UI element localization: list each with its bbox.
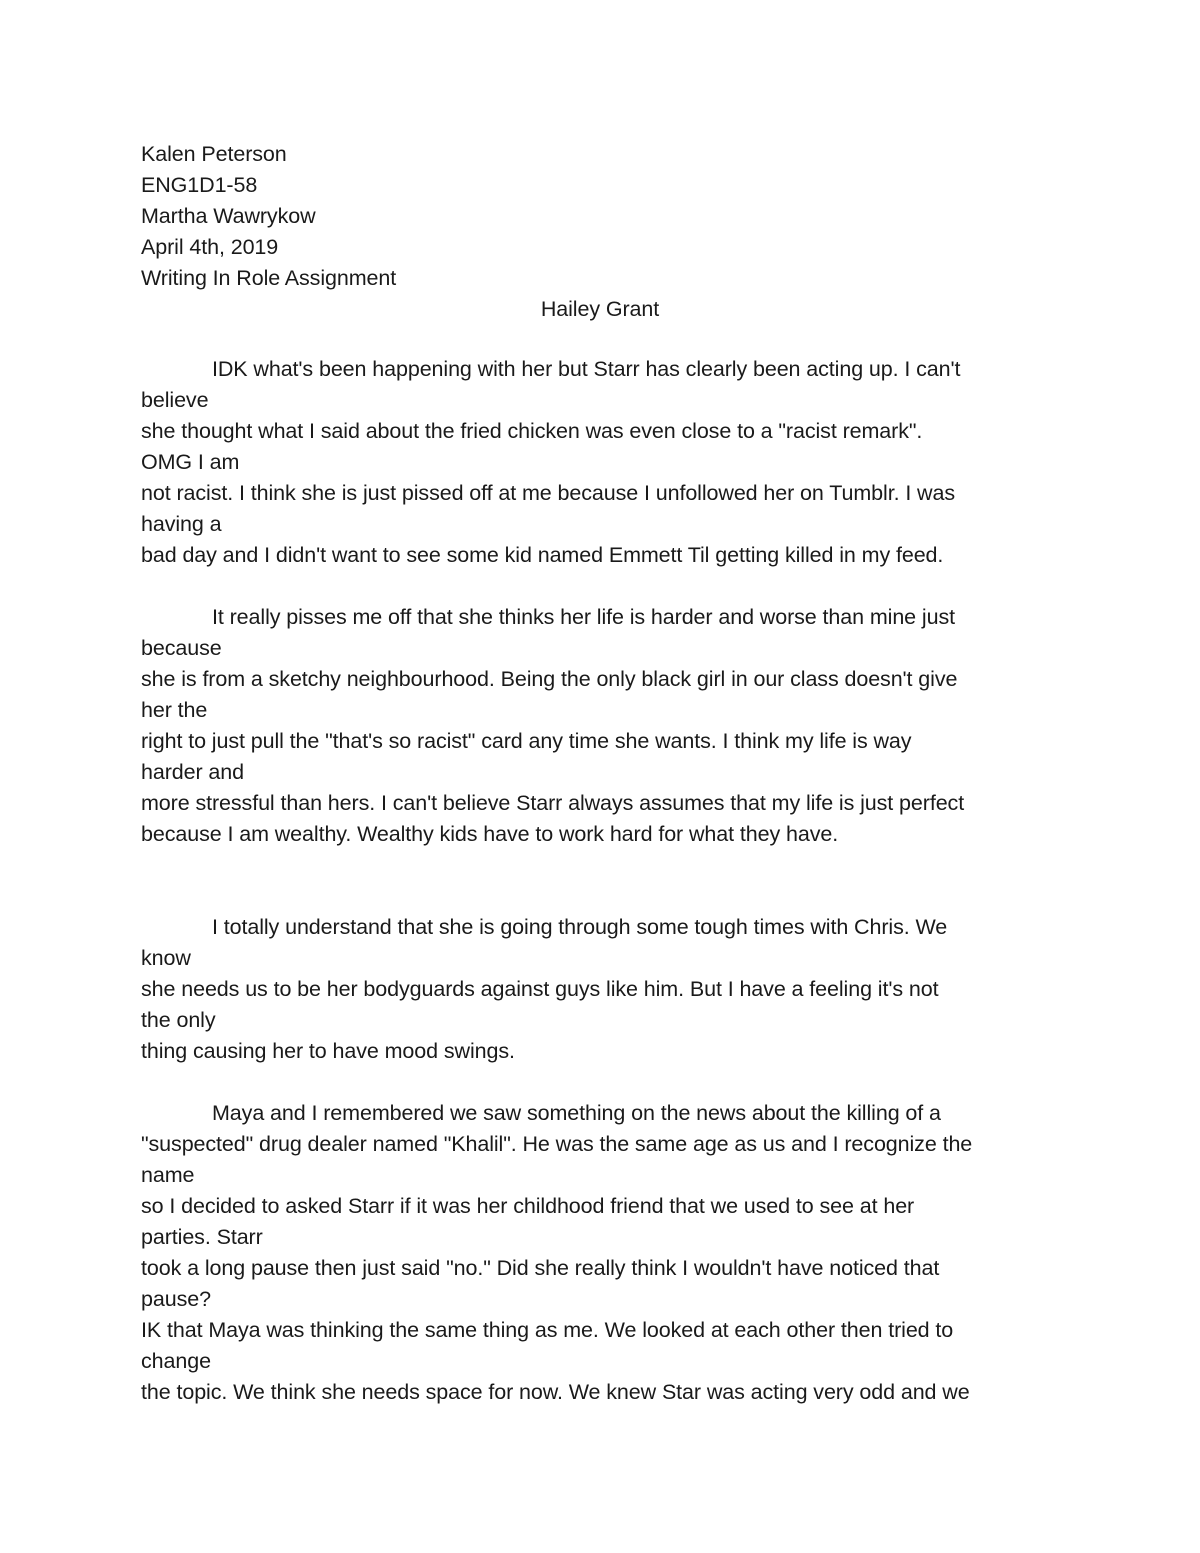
paragraph-line: name: [141, 1163, 195, 1187]
assignment-title: Writing In Role Assignment: [141, 266, 397, 290]
paragraph-line: I totally understand that she is going through some tough times with Chris. We: [212, 915, 948, 939]
paragraph-line: know: [141, 946, 191, 970]
paragraph-line: so I decided to asked Starr if it was her childhood friend that we used to see at her: [141, 1194, 915, 1218]
paragraph-line: her the: [141, 698, 208, 722]
spacer: [141, 1067, 1071, 1098]
paragraph-line: took a long pause then just said "no." Did she really think I wouldn't have noticed that: [141, 1256, 940, 1280]
course-code: ENG1D1-58: [141, 173, 258, 197]
author-name: Kalen Peterson: [141, 142, 287, 166]
paragraph-4: [141, 1098, 1071, 1408]
paragraph-1: [141, 354, 1071, 571]
paragraph-line: more stressful than hers. I can't believe Starr always assumes that my life is just perfect: [141, 791, 965, 815]
paragraph-line: because: [141, 636, 222, 660]
paragraph-line: Maya and I remembered we saw something on the news about the killing of a: [212, 1101, 941, 1125]
paragraph-line: she thought what I said about the fried chicken was even close to a "racist remark".: [141, 419, 923, 443]
paragraph-line: she needs us to be her bodyguards against guys like him. But I have a feeling it's not: [141, 977, 939, 1001]
paragraph-line: having a: [141, 512, 222, 536]
spacer: [141, 571, 1071, 602]
paragraph-line: change: [141, 1349, 211, 1373]
paragraph-line: because I am wealthy. Wealthy kids have to work hard for what they have.: [141, 822, 839, 846]
paragraph-line: bad day and I didn't want to see some kid named Emmett Til getting killed in my feed.: [141, 543, 944, 567]
paragraph-line: It really pisses me off that she thinks her life is harder and worse than mine just: [212, 605, 955, 629]
document-body: [141, 139, 1071, 1408]
paragraph-line: IDK what's been happening with her but Starr has clearly been acting up. I can't: [212, 357, 961, 381]
paragraph-line: pause?: [141, 1287, 211, 1311]
document-title: Hailey Grant: [540, 297, 660, 321]
paragraph-3: [141, 912, 1071, 1067]
paragraph-line: IK that Maya was thinking the same thing as me. We looked at each other then tried to: [141, 1318, 954, 1342]
paragraph-line: thing causing her to have mood swings.: [141, 1039, 515, 1063]
teacher-name: Martha Wawrykow: [141, 204, 316, 228]
paragraph-line: OMG I am: [141, 450, 240, 474]
paragraph-line: right to just pull the "that's so racist" card any time she wants. I think my life is way: [141, 729, 912, 753]
paragraph-line: the topic. We think she needs space for now. We knew Star was acting very odd and we: [141, 1380, 970, 1404]
spacer: [141, 850, 1071, 912]
paragraph-line: the only: [141, 1008, 216, 1032]
assignment-date: April 4th, 2019: [141, 235, 279, 259]
paragraph-line: harder and: [141, 760, 244, 784]
header-block: [141, 139, 1071, 294]
paragraph-line: believe: [141, 388, 209, 412]
paragraph-line: "suspected" drug dealer named "Khalil". He was the same age as us and I recognize the: [141, 1132, 973, 1156]
paragraph-line: parties. Starr: [141, 1225, 263, 1249]
paragraph-2: [141, 602, 1071, 850]
spacer: [141, 325, 1071, 354]
paragraph-line: she is from a sketchy neighbourhood. Being the only black girl in our class doesn't give: [141, 667, 958, 691]
paragraph-line: not racist. I think she is just pissed off at me because I unfollowed her on Tumblr. I was: [141, 481, 955, 505]
